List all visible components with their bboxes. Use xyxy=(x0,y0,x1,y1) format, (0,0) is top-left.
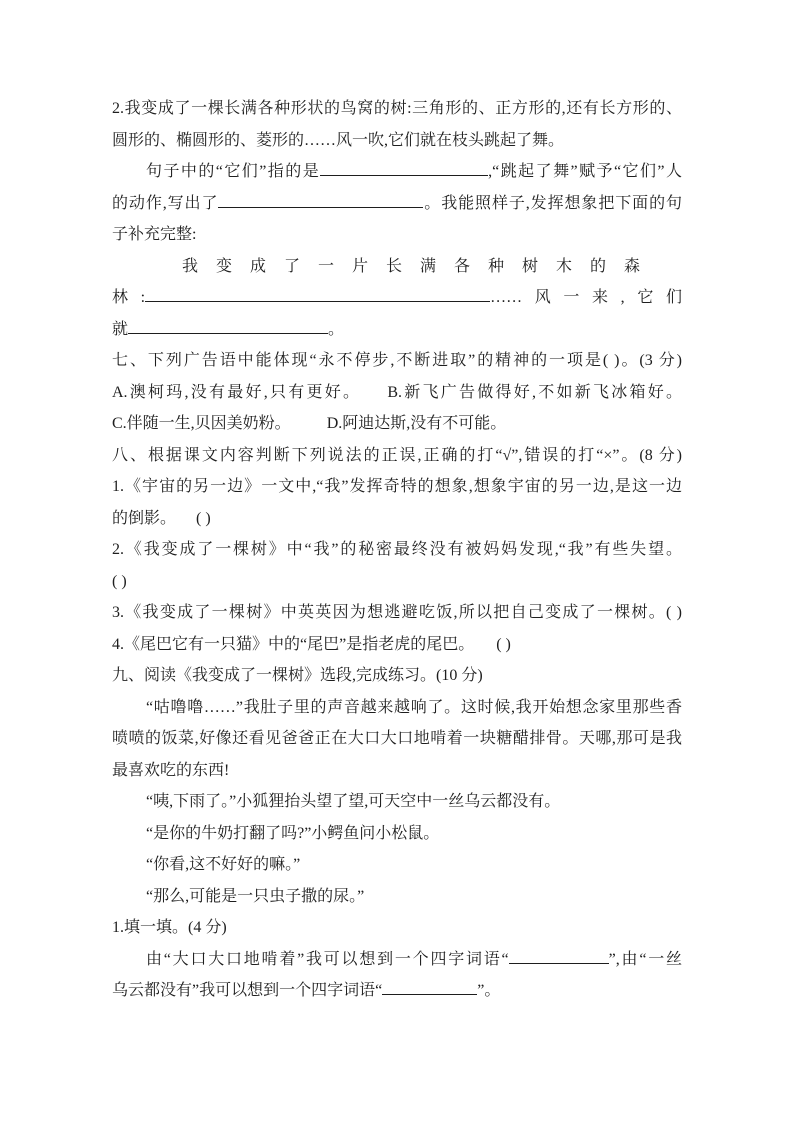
text-run: 的动作,写出了 xyxy=(112,194,219,212)
text-run: 最喜欢吃的东西! xyxy=(112,761,230,779)
answer-blank[interactable] xyxy=(128,317,328,333)
text-run: “是你的牛奶打翻了吗?”小鳄鱼问小松鼠。 xyxy=(146,824,440,842)
text-run: 的倒影。 xyxy=(112,509,177,527)
text-run: 由“大口大口地啃着”我可以想到一个四字词语“ xyxy=(146,950,509,968)
q9-sub1-line-1 xyxy=(112,944,682,976)
answer-blank[interactable] xyxy=(382,979,477,995)
text-run: 我变成了一片长满各种树木的森 xyxy=(182,257,659,275)
text-run: 3.《我变成了一棵树》中英英因为想逃避吃饭,所以把自己变成了一棵树。( ) xyxy=(112,604,682,621)
text-run: D.阿迪达斯,没有不可能。 xyxy=(326,415,507,432)
q8-item-2-line-1 xyxy=(112,534,682,566)
q8-item-3 xyxy=(112,597,682,629)
q8-item-4 xyxy=(112,629,682,661)
text-run: 九、阅读《我变成了一棵树》选段,完成练习。(10 分) xyxy=(112,667,483,684)
text-run: 2.《我变成了一棵树》中“我”的秘密最终没有被妈妈发现,“我”有些失望。 xyxy=(112,541,682,558)
answer-blank[interactable] xyxy=(320,160,488,176)
text-run: “咦,下雨了。”小狐狸抬头望了望,可天空中一丝乌云都没有。 xyxy=(146,793,561,810)
text-run: A.澳柯玛,没有最好,只有更好。 xyxy=(112,383,362,401)
text-run: 林: xyxy=(112,289,146,306)
text-run: 。 xyxy=(328,320,345,338)
answer-blank[interactable] xyxy=(509,947,609,963)
q2-sentence-line-2 xyxy=(112,125,682,157)
passage-para-3 xyxy=(112,818,682,850)
q8-item-1-line-2 xyxy=(112,503,682,535)
text-run: 句子中的“它们”指的是 xyxy=(146,163,321,180)
q7-options-ab xyxy=(112,377,682,409)
spacer xyxy=(361,396,387,397)
text-run: 子补充完整: xyxy=(112,226,197,243)
passage-para-2 xyxy=(112,786,682,818)
section-9-heading xyxy=(112,660,682,692)
spacer xyxy=(176,522,196,523)
section-8-heading xyxy=(112,440,682,472)
text-run: 4.《尾巴它有一只猫》中的“尾巴”是指老虎的尾巴。 xyxy=(112,635,475,653)
text-run: “那么,可能是一只虫子撒的尿。” xyxy=(146,887,365,905)
passage-para-1-line-2 xyxy=(112,723,682,755)
section-7-heading xyxy=(112,345,682,377)
text-run: 喷喷的饭菜,好像还看见爸爸正在大口大口地啃着一块糖醋排骨。天哪,那可是我 xyxy=(112,730,682,747)
text-run: 。我能照样子,发挥想象把下面的句 xyxy=(423,194,682,212)
text-run: 乌云都没有”我可以想到一个四字词语“ xyxy=(112,982,383,999)
text-run: ”。 xyxy=(477,982,501,999)
answer-blank[interactable] xyxy=(145,286,490,302)
text-run: ( ) xyxy=(112,572,127,590)
text-run: ,“跳起了舞”赋予“它们”人 xyxy=(488,163,682,180)
passage-para-5 xyxy=(112,881,682,913)
text-run: 八、根据课文内容判断下列说法的正误,正确的打“√”,错误的打“×”。(8 分) xyxy=(112,446,682,464)
text-run: 2.我变成了一棵长满各种形状的鸟窝的树:三角形的、正方形的,还有长方形的、 xyxy=(112,100,682,117)
document-content xyxy=(112,93,682,1007)
text-run: B.新飞广告做得好,不如新飞冰箱好。 xyxy=(387,383,682,401)
text-run: 1.填一填。(4 分) xyxy=(112,919,227,936)
text-run: C.伴随一生,贝因美奶粉。 xyxy=(112,415,291,432)
answer-blank[interactable] xyxy=(218,191,423,207)
text-run: 就 xyxy=(112,320,129,338)
text-run: “咕噜噜……”我肚子里的声音越来越响了。这时候,我开始想念家里那些香 xyxy=(146,698,682,716)
text-run: 七、下列广告语中能体现“永不停步,不断进取”的精神的一项是( )。(3 分) xyxy=(112,352,682,369)
text-run: 1.《宇宙的另一边》一文中,“我”发挥奇特的想象,想象宇宙的另一边,是这一边 xyxy=(112,478,682,495)
q2-fill-line-1 xyxy=(112,156,682,188)
q7-options-cd xyxy=(112,408,682,440)
q8-item-2-line-2 xyxy=(112,566,682,598)
text-run: 圆形的、椭圆形的、菱形的……风一吹,它们就在枝头跳起了舞。 xyxy=(112,131,565,149)
text-run: ( ) xyxy=(196,509,211,527)
passage-para-1-line-1 xyxy=(112,692,682,724)
passage-para-1-line-3 xyxy=(112,755,682,787)
q2-model-blank-1 xyxy=(112,282,682,314)
q2-fill-line-2 xyxy=(112,188,682,220)
q2-fill-line-3 xyxy=(112,219,682,251)
text-run: “你看,这不好好的嘛。” xyxy=(146,856,301,873)
q9-sub1-heading xyxy=(112,912,682,944)
q8-item-1-line-1 xyxy=(112,471,682,503)
q2-model-blank-2 xyxy=(112,314,682,346)
spacer xyxy=(291,427,327,428)
q2-sentence-line-1 xyxy=(112,93,682,125)
spacer xyxy=(474,648,496,649)
q2-model-sentence xyxy=(112,251,682,283)
text-run: ”,由“一丝 xyxy=(608,950,682,968)
text-run: ……风一来,它们 xyxy=(490,289,682,306)
text-run: ( ) xyxy=(496,635,511,653)
passage-para-4 xyxy=(112,849,682,881)
q9-sub1-line-2 xyxy=(112,975,682,1007)
